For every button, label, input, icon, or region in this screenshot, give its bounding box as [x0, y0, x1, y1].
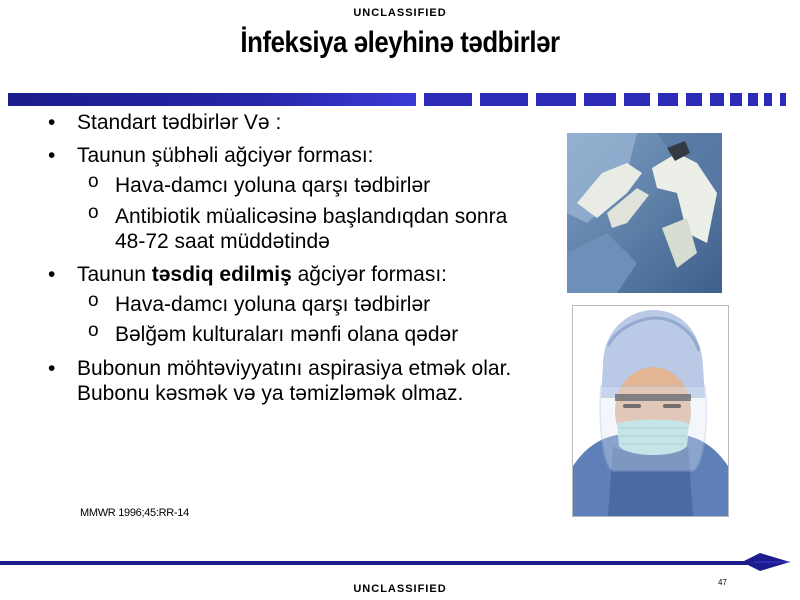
divider-block — [730, 93, 742, 106]
sub-bullet-text: Antibiotik müalicəsinə başlandıqdan sonra 48-72 saat müddətində — [115, 204, 508, 253]
classification-top: UNCLASSIFIED — [353, 7, 447, 19]
divider-block — [536, 93, 576, 106]
divider-block — [424, 93, 472, 106]
divider-block — [764, 93, 772, 106]
sub-bullet-item — [48, 204, 515, 254]
bullet-list — [48, 110, 558, 406]
bullet-text: Taunun şübhəli ağciyər forması: — [77, 144, 374, 168]
bullet-text-start: Taunun — [77, 262, 152, 286]
divider-gradient — [8, 93, 416, 106]
bullet-item — [48, 143, 558, 168]
divider-block — [710, 93, 724, 106]
gloved-hands-illustration — [567, 133, 722, 293]
page-number: 47 — [718, 578, 727, 587]
footer-divider-line — [0, 561, 760, 565]
sub-bullet-text: Hava-damcı yoluna qarşı tədbirlər — [115, 293, 431, 317]
divider-block — [480, 93, 528, 106]
sub-bullet-text: Hava-damcı yoluna qarşı tədbirlər — [115, 174, 431, 198]
masked-doctor-photo — [572, 305, 729, 517]
sub-bullet-item — [48, 322, 558, 347]
bullet-text: Bubonun möhtəviyyatını aspirasiya etmək olar. Bubonu kəsmək və ya təmizləmək olmaz. — [77, 356, 512, 405]
divider-block — [658, 93, 678, 106]
bullet-item — [48, 356, 532, 406]
sub-bullet-item — [48, 173, 558, 198]
slide-title: İnfeksiya əleyhinə tədbirlər — [240, 26, 560, 59]
masked-doctor-illustration — [573, 306, 728, 516]
gloved-hands-photo — [567, 133, 722, 293]
classification-bottom: UNCLASSIFIED — [353, 583, 447, 595]
footer-arrow-icon — [742, 553, 790, 571]
divider-block — [584, 93, 616, 106]
bullet-text-end: ağciyər forması: — [291, 262, 447, 286]
divider-block — [624, 93, 650, 106]
bullet-text-bold: təsdiq edilmiş — [151, 262, 292, 286]
bullet-item — [48, 110, 558, 135]
divider-block — [780, 93, 786, 106]
sub-bullet-item — [48, 292, 558, 317]
reference-citation: MMWR 1996;45:RR-14 — [80, 507, 189, 519]
divider-block — [686, 93, 702, 106]
divider-block — [748, 93, 758, 106]
bullet-text: Standart tədbirlər Və : — [77, 111, 282, 134]
bullet-item — [48, 262, 558, 287]
sub-bullet-text: Bəlğəm kulturaları mənfi olana qədər — [115, 323, 459, 347]
